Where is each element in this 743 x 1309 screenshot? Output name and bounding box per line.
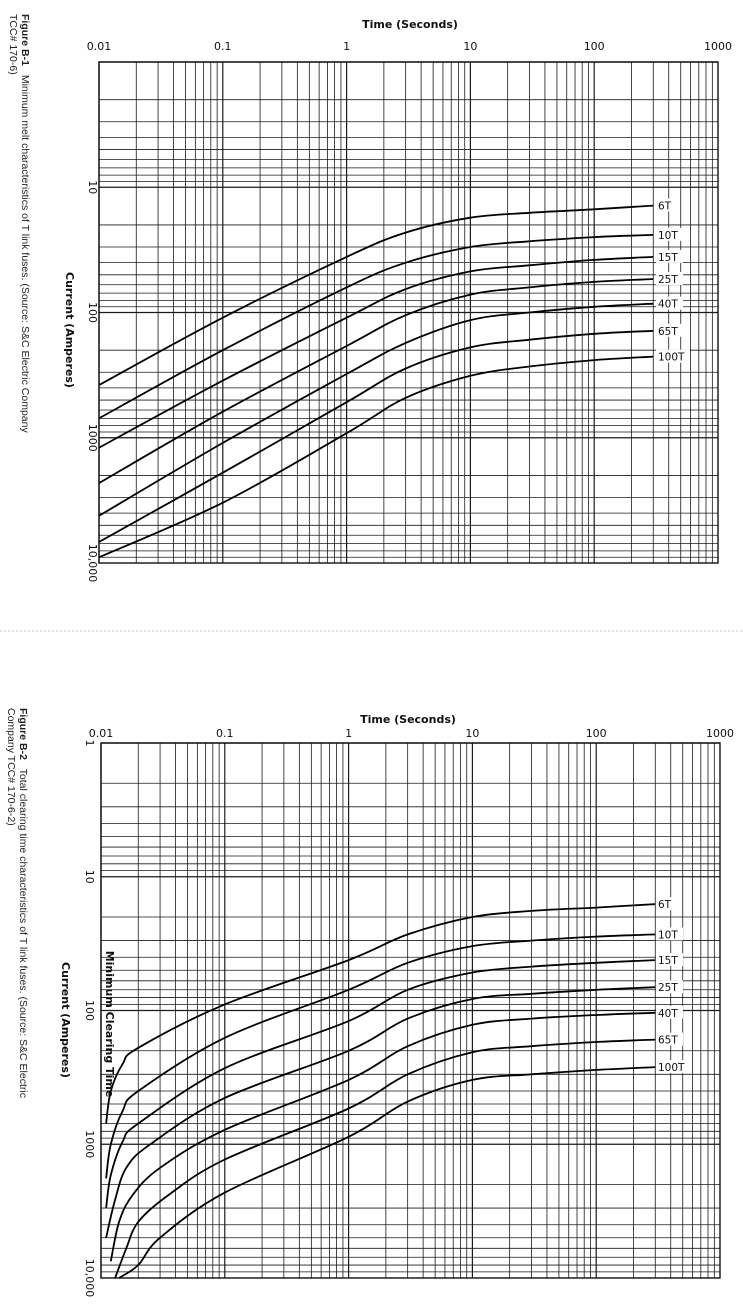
y-tick-label: 10,000 [86, 543, 99, 583]
figure-b1-x-axis-title: Time (Seconds) [362, 18, 458, 31]
y-tick-label: 100 [83, 1000, 96, 1021]
series-label-100T: 100T [658, 351, 685, 364]
x-tick-label: 0.01 [88, 727, 114, 740]
figure-b1-label: Figure B-1 [19, 14, 31, 66]
figure-b2-label: Figure B-2 [17, 708, 29, 760]
figure-b2-caption-line1: Total clearing time characteristics of T link fuses. (Source: S&C Electric [17, 768, 29, 1098]
figure-b1-y-axis-title: Current (Amperes) [63, 272, 76, 388]
series-label-6T: 6T [658, 899, 672, 912]
x-tick-label: 1000 [704, 40, 732, 53]
x-tick-label: 100 [583, 40, 605, 53]
series-label-65T: 65T [658, 1034, 678, 1047]
x-tick-label: 10 [463, 40, 478, 53]
x-tick-label: 0.01 [86, 40, 112, 53]
figure-b1-caption-line2: TCC# 170-6) [7, 14, 19, 75]
y-tick-label: 1000 [83, 1130, 96, 1159]
y-tick-label: 10,000 [83, 1258, 96, 1298]
x-tick-label: 10 [465, 727, 480, 740]
series-label-40T: 40T [658, 1007, 678, 1020]
figure-b2-caption-line2: Company TCC# 170-6-2) [5, 708, 17, 826]
y-tick-label: 1 [83, 739, 96, 747]
y-tick-label: 10 [83, 869, 96, 884]
series-label-10T: 10T [658, 929, 678, 942]
series-label-6T: 6T [658, 200, 672, 213]
x-tick-label: 1 [343, 40, 351, 53]
y-tick-label: 100 [86, 302, 99, 323]
svg-text:Figure B-1 Minimum mel [19, 14, 31, 433]
x-tick-label: 1 [345, 727, 353, 740]
x-tick-label: 1000 [706, 727, 734, 740]
y-tick-label: 1000 [86, 423, 99, 452]
y-tick-label: 10 [86, 180, 99, 195]
x-tick-label: 0.1 [214, 40, 232, 53]
series-label-10T: 10T [658, 229, 678, 242]
series-label-15T: 15T [658, 955, 678, 968]
series-label-65T: 65T [658, 325, 678, 338]
figure-b1-caption-line1: Minimum melt characteristics of T link fuses. (Source: S&C Electric Company [19, 74, 31, 433]
figure-b2-y-axis-title: Current (Amperes) [59, 962, 72, 1078]
series-label-100T: 100T [658, 1062, 685, 1075]
x-tick-label: 0.1 [216, 727, 234, 740]
series-label-15T: 15T [658, 251, 678, 264]
series-label-40T: 40T [658, 298, 678, 311]
figure-b2-annotation: Minimum Clearing Time [103, 950, 116, 1098]
x-tick-label: 100 [585, 727, 607, 740]
figure-b2-x-axis-title: Time (Seconds) [360, 713, 456, 726]
series-label-25T: 25T [658, 982, 678, 995]
series-label-25T: 25T [658, 273, 678, 286]
